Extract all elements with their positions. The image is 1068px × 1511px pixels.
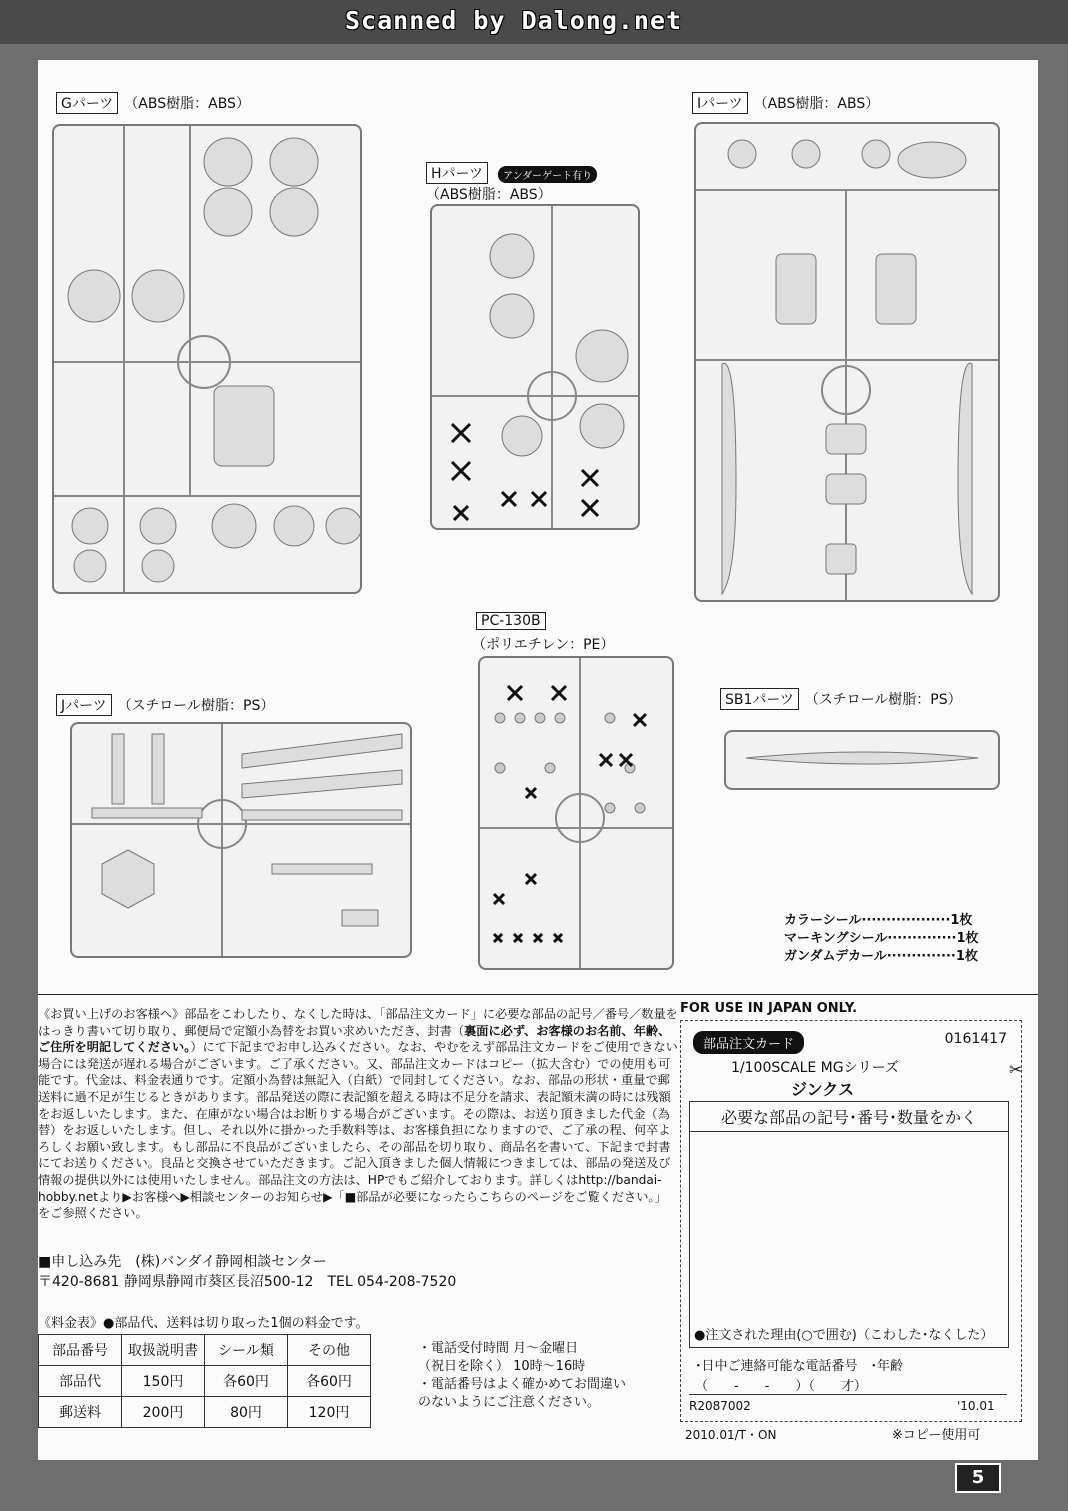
part-label-i: Iパーツ （ABS樹脂：ABS） xyxy=(692,92,879,114)
card-underline xyxy=(689,1394,1007,1395)
part-label-g: Gパーツ （ABS樹脂：ABS） xyxy=(56,92,250,114)
runner-sb1-drawing xyxy=(726,732,998,788)
part-label-pc: PC-130B xyxy=(476,612,552,630)
phone-info: ・電話受付時間 月～金曜日 （祝日を除く） 10時～16時 ・電話番号はよく確かめてお間違い のないようにご注意ください。 xyxy=(418,1341,627,1410)
table-row: 部品代 150円 各60円 各60円 xyxy=(39,1366,371,1397)
order-reason[interactable]: ●注文された理由(○で囲む)（こわした･なくした） xyxy=(694,1328,994,1343)
application-address: ■申し込み先 (株)バンダイ静岡相談センター 〒420-8681 静岡県静岡市葵区長沼500-12 TEL 054-208-7520 xyxy=(38,1254,457,1290)
runner-sb1 xyxy=(724,730,1000,790)
part-label-sb1: SB1パーツ （スチロール樹脂：PS） xyxy=(720,688,962,710)
copy-note: ※コピー使用可 xyxy=(892,1428,981,1443)
runner-j-drawing xyxy=(72,724,410,956)
card-code: R2087002 xyxy=(689,1399,751,1413)
customer-notice: 《お買い上げのお客様へ》部品をこわしたり、なくした時は、「部品注文カード」に必要な部品の記号／番号／数量をはっきり書いて切り取り、郵便局で定額小為替をお買い求めいただき、封書（裏面に必ず、お客様のお名前、年齢、ご住所を明記してください。）にて下記までお申し込みください。なお、やむをえず部品注文カードをご使用できない場合には発送が遅れる場合がございます。ご了承ください。又、部品注文カードはコピー（拡大含む）での使用も可能です。代金は、料金表通りです。定額小為替は無記入（白紙）で同封してください。なお、部品の形状・重量で郵送料に過不足が生じるときがあります。部品発送の際に表記額を超える時は不足分を請求、表記額未満の時には残額をお返しいたします。また、在庫がない場合はお断りする場合がございます。その際は、お送り頂きました代金（為替）をお返しいたします。但し、それ以外に掛かった手数料等は、お客様負担になりますので、ご了承の程、何卒よろしくお願い致します。もし部品に不良品がございましたら、その部品を切り取り、商品名を書いて、下記まで封書にてお送りください。良品と交換させていただきます。ご記入頂きました個人情報につきましては、部品の発送及び情報の提供以外には使用いたしません。部品注文の方法は、HPでもご紹介しております。詳しくはhttp://bandai-hobby.netより▶お客様へ▶相談センターのお知らせ▶「■部品が必要になったらこちらのページをご覧ください。」をご参照ください。 xyxy=(38,1007,678,1221)
order-card[interactable] xyxy=(680,1020,1022,1422)
table-row: 部品番号 取扱説明書 シール類 その他 xyxy=(39,1335,371,1366)
page-number: 5 xyxy=(955,1463,1001,1493)
card-date: '10.01 xyxy=(957,1399,995,1413)
for-use-note: FOR USE IN JAPAN ONLY. xyxy=(680,1001,858,1016)
runner-j xyxy=(70,722,412,958)
runner-h-drawing xyxy=(432,206,638,528)
scissors-icon: ✂ xyxy=(1009,1060,1023,1079)
part-label-j: Jパーツ （スチロール樹脂：PS） xyxy=(56,694,274,716)
runner-pc xyxy=(478,656,674,970)
table-row: 郵送料 200円 80円 120円 xyxy=(39,1397,371,1428)
product-scale: 1/100SCALE MGシリーズ xyxy=(731,1060,899,1076)
order-card-number: 0161417 xyxy=(944,1031,1007,1047)
scan-credit: Scanned by Dalong.net xyxy=(345,6,683,35)
print-code: 2010.01/T・ON xyxy=(685,1428,777,1442)
parts-entry-header: 必要な部品の記号･番号･数量をかく xyxy=(690,1102,1008,1132)
seal-item: マーキングシール··············1枚 xyxy=(784,931,979,946)
order-card-title: 部品注文カード xyxy=(693,1031,804,1054)
runner-g xyxy=(52,124,362,594)
part-material-h: （ABS樹脂：ABS） xyxy=(426,187,552,203)
phone-age-field[interactable]: （ - - ）（ 才） xyxy=(695,1379,867,1394)
scan-banner xyxy=(0,0,1068,44)
part-label-h: Hパーツ アンダーゲート有り xyxy=(426,162,597,184)
parts-entry-box[interactable] xyxy=(689,1101,1009,1348)
fee-table xyxy=(38,1334,371,1428)
runner-h xyxy=(430,204,640,530)
phone-age-label: ･日中ご連絡可能な電話番号 ･年齢 xyxy=(695,1359,904,1374)
section-divider xyxy=(38,994,1038,995)
seal-list xyxy=(784,912,979,966)
product-name: ジンクス xyxy=(791,1080,855,1099)
runner-g-drawing xyxy=(54,126,360,592)
fee-table-title: 《料金表》●部品代、送料は切り取った1個の料金です。 xyxy=(38,1316,369,1331)
seal-item: ガンダムデカール··············1枚 xyxy=(784,949,978,964)
runner-i-drawing xyxy=(696,124,998,600)
runner-i xyxy=(694,122,1000,602)
runner-pc-drawing xyxy=(480,658,672,968)
part-material-pc: （ポリエチレン：PE） xyxy=(472,637,615,653)
seal-item: カラーシール··················1枚 xyxy=(784,913,973,928)
